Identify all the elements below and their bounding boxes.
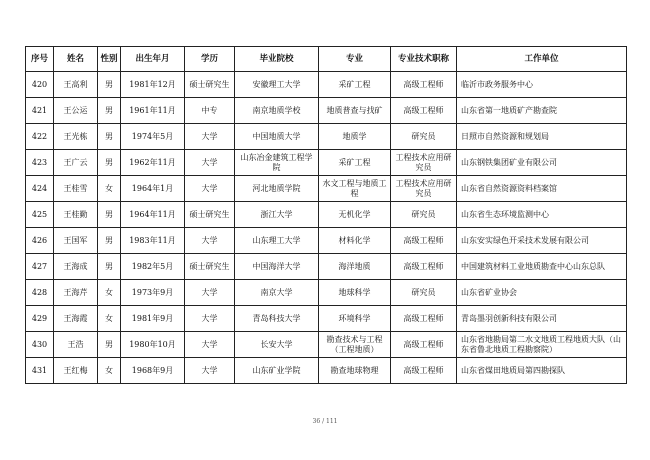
cell-name: 王广云: [54, 150, 98, 176]
header-major: 专业: [319, 47, 391, 72]
table-row: [26, 228, 627, 254]
cell-no: 423: [26, 150, 54, 176]
cell-unit: 山东省第一地质矿产勘查院: [457, 98, 627, 124]
header-title: 专业技术职称: [391, 47, 457, 72]
cell-title: 研究员: [391, 124, 457, 150]
cell-birth: 1983年11月: [121, 228, 185, 254]
cell-unit: 日照市自然资源和规划局: [457, 124, 627, 150]
cell-major: 环境科学: [319, 306, 391, 332]
cell-name: 王公运: [54, 98, 98, 124]
cell-school: 山东矿业学院: [235, 358, 319, 384]
cell-gender: 男: [98, 124, 121, 150]
cell-title: 高级工程师: [391, 228, 457, 254]
cell-major: 地质普查与找矿: [319, 98, 391, 124]
cell-education: 中专: [185, 98, 235, 124]
cell-title: 高级工程师: [391, 306, 457, 332]
cell-no: 421: [26, 98, 54, 124]
cell-name: 王桂雪: [54, 176, 98, 202]
table-row: [26, 202, 627, 228]
cell-education: 大学: [185, 228, 235, 254]
cell-name: 王国军: [54, 228, 98, 254]
table-row: [26, 358, 627, 384]
cell-major: 地球科学: [319, 280, 391, 306]
cell-no: 426: [26, 228, 54, 254]
table-row: [26, 98, 627, 124]
table-header-row: [26, 47, 627, 72]
cell-birth: 1962年11月: [121, 150, 185, 176]
cell-name: 王红梅: [54, 358, 98, 384]
cell-education: 大学: [185, 332, 235, 358]
cell-gender: 男: [98, 98, 121, 124]
cell-education: 大学: [185, 358, 235, 384]
cell-title: 高级工程师: [391, 98, 457, 124]
header-no: 序号: [26, 47, 54, 72]
cell-school: 山东理工大学: [235, 228, 319, 254]
cell-title: 高级工程师: [391, 358, 457, 384]
header-unit: 工作单位: [457, 47, 627, 72]
cell-unit: 中国建筑材料工业地质勘查中心山东总队: [457, 254, 627, 280]
cell-gender: 男: [98, 332, 121, 358]
cell-title: 工程技术应用研究员: [391, 176, 457, 202]
cell-name: 王光栋: [54, 124, 98, 150]
table-row: [26, 72, 627, 98]
cell-major: 采矿工程: [319, 72, 391, 98]
cell-school: 青岛科技大学: [235, 306, 319, 332]
cell-gender: 女: [98, 176, 121, 202]
cell-education: 大学: [185, 306, 235, 332]
cell-no: 431: [26, 358, 54, 384]
header-birth: 出生年月: [121, 47, 185, 72]
cell-unit: 山东省地勘局第二水文地质工程地质大队（山东省鲁北地质工程勘察院）: [457, 332, 627, 358]
cell-birth: 1964年1月: [121, 176, 185, 202]
cell-school: 山东冶金建筑工程学院: [235, 150, 319, 176]
cell-education: 硕士研究生: [185, 254, 235, 280]
cell-major: 材料化学: [319, 228, 391, 254]
cell-no: 427: [26, 254, 54, 280]
header-school: 毕业院校: [235, 47, 319, 72]
cell-unit: 山东钢铁集团矿业有限公司: [457, 150, 627, 176]
table-row: [26, 280, 627, 306]
personnel-table: [25, 46, 627, 384]
cell-major: 采矿工程: [319, 150, 391, 176]
cell-unit: 青岛墨羽创新科技有限公司: [457, 306, 627, 332]
header-gender: 性别: [98, 47, 121, 72]
cell-no: 429: [26, 306, 54, 332]
cell-birth: 1964年11月: [121, 202, 185, 228]
cell-birth: 1974年5月: [121, 124, 185, 150]
cell-unit: 山东省矿业协会: [457, 280, 627, 306]
cell-name: 王海霞: [54, 306, 98, 332]
cell-gender: 男: [98, 202, 121, 228]
header-education: 学历: [185, 47, 235, 72]
cell-gender: 男: [98, 228, 121, 254]
cell-unit: 山东安实绿色开采技术发展有限公司: [457, 228, 627, 254]
table-row: [26, 124, 627, 150]
cell-birth: 1968年9月: [121, 358, 185, 384]
cell-education: 大学: [185, 280, 235, 306]
page-number: 36 / 111: [312, 418, 338, 425]
cell-no: 424: [26, 176, 54, 202]
cell-school: 中国地质大学: [235, 124, 319, 150]
cell-major: 地质学: [319, 124, 391, 150]
cell-birth: 1961年11月: [121, 98, 185, 124]
table-row: [26, 306, 627, 332]
cell-title: 高级工程师: [391, 254, 457, 280]
cell-name: 王海成: [54, 254, 98, 280]
cell-birth: 1981年12月: [121, 72, 185, 98]
cell-school: 南京地质学校: [235, 98, 319, 124]
cell-unit: 临沂市政务服务中心: [457, 72, 627, 98]
cell-birth: 1981年9月: [121, 306, 185, 332]
cell-title: 高级工程师: [391, 332, 457, 358]
table-row: [26, 254, 627, 280]
cell-no: 430: [26, 332, 54, 358]
cell-no: 425: [26, 202, 54, 228]
cell-no: 428: [26, 280, 54, 306]
cell-school: 南京大学: [235, 280, 319, 306]
cell-birth: 1980年10月: [121, 332, 185, 358]
cell-education: 硕士研究生: [185, 72, 235, 98]
cell-gender: 男: [98, 254, 121, 280]
cell-school: 河北地质学院: [235, 176, 319, 202]
header-name: 姓名: [54, 47, 98, 72]
cell-title: 研究员: [391, 202, 457, 228]
cell-name: 王高利: [54, 72, 98, 98]
cell-major: 无机化学: [319, 202, 391, 228]
cell-education: 大学: [185, 124, 235, 150]
table-row: [26, 332, 627, 358]
cell-birth: 1982年5月: [121, 254, 185, 280]
table-row: [26, 176, 627, 202]
cell-school: 安徽理工大学: [235, 72, 319, 98]
cell-title: 研究员: [391, 280, 457, 306]
cell-education: 硕士研究生: [185, 202, 235, 228]
cell-name: 王浩: [54, 332, 98, 358]
cell-gender: 女: [98, 358, 121, 384]
cell-school: 长安大学: [235, 332, 319, 358]
cell-gender: 女: [98, 306, 121, 332]
cell-gender: 男: [98, 72, 121, 98]
cell-title: 高级工程师: [391, 72, 457, 98]
cell-unit: 山东省生态环境监测中心: [457, 202, 627, 228]
cell-gender: 男: [98, 150, 121, 176]
cell-title: 工程技术应用研究员: [391, 150, 457, 176]
cell-gender: 女: [98, 280, 121, 306]
cell-school: 浙江大学: [235, 202, 319, 228]
cell-education: 大学: [185, 176, 235, 202]
cell-name: 王桂勤: [54, 202, 98, 228]
cell-no: 422: [26, 124, 54, 150]
cell-major: 勘查技术与工程（工程地质）: [319, 332, 391, 358]
cell-no: 420: [26, 72, 54, 98]
personnel-table-container: [25, 46, 626, 384]
cell-major: 水文工程与地质工程: [319, 176, 391, 202]
table-row: [26, 150, 627, 176]
cell-unit: 山东省自然资源资料档案馆: [457, 176, 627, 202]
cell-education: 大学: [185, 150, 235, 176]
cell-school: 中国海洋大学: [235, 254, 319, 280]
table-body: [26, 72, 627, 384]
cell-birth: 1973年9月: [121, 280, 185, 306]
cell-name: 王海芹: [54, 280, 98, 306]
cell-unit: 山东省煤田地质局第四勘探队: [457, 358, 627, 384]
cell-major: 勘查地球物理: [319, 358, 391, 384]
cell-major: 海洋地质: [319, 254, 391, 280]
